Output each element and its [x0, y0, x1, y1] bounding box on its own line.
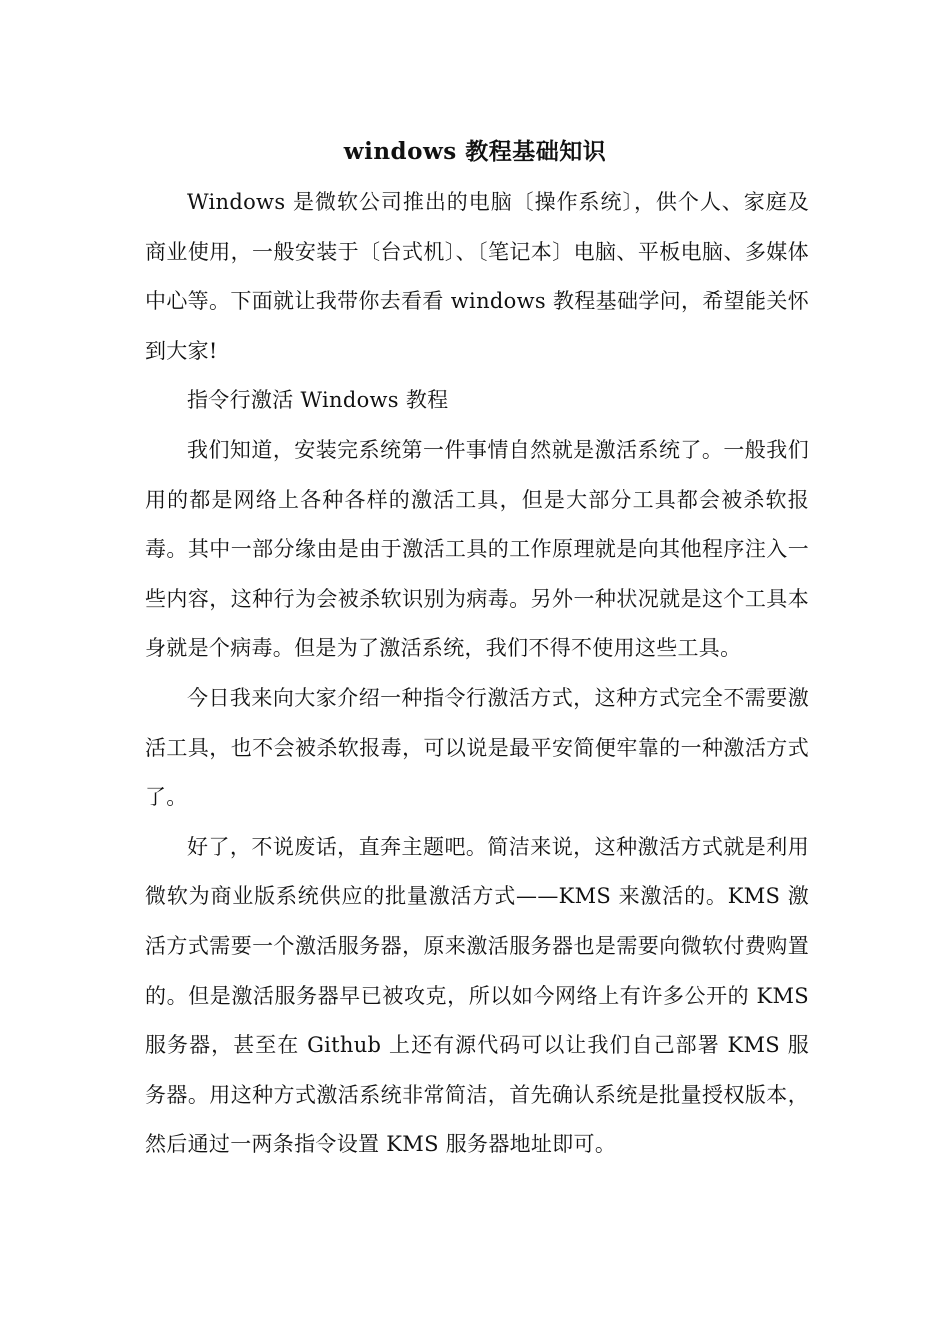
paragraph-kms: 好了，不说废话，直奔主题吧。简洁来说，这种激活方式就是利用微软为商业版系统供应的批量激活方式——KMS 来激活的。KMS 激活方式需要一个激活服务器，原来激活服务器也是需要向微软付费购置的。但是激活服务器早已被攻克，所以如今网络上有许多公开的 KMS 服务器，甚至在 Github 上还有源代码可以让我们自己部署 KMS 服务器。用这种方式激活系统非常简洁，首先确认系统是批量授权版本，然后通过一两条指令设置 KMS 服务器地址即可。 [145, 834, 809, 1157]
document-body [145, 178, 809, 1170]
section-heading: 指令行激活 Windows 教程 [187, 388, 449, 413]
paragraph-intro: Windows 是微软公司推出的电脑〔操作系统〕，供个人、家庭及商业使用，一般安装于〔台式机〕、〔笔记本〕电脑、平板电脑、多媒体中心等。下面就让我带你去看看 windows 教程基础学问，希望能关怀到大家! [145, 190, 809, 363]
paragraph-command-line-method: 今日我来向大家介绍一种指令行激活方式，这种方式完全不需要激活工具，也不会被杀软报毒，可以说是最平安简便牢靠的一种激活方式了。 [145, 685, 809, 810]
document-title: windows 教程基础知识 [343, 138, 607, 165]
paragraph-activation-tools: 我们知道，安装完系统第一件事情自然就是激活系统了。一般我们用的都是网络上各种各样的激活工具，但是大部分工具都会被杀软报毒。其中一部分缘由是由于激活工具的工作原理就是向其他程序注入一些内容，这种行为会被杀软识别为病毒。另外一种状况就是这个工具本身就是个病毒。但是为了激活系统，我们不得不使用这些工具。 [145, 437, 809, 661]
